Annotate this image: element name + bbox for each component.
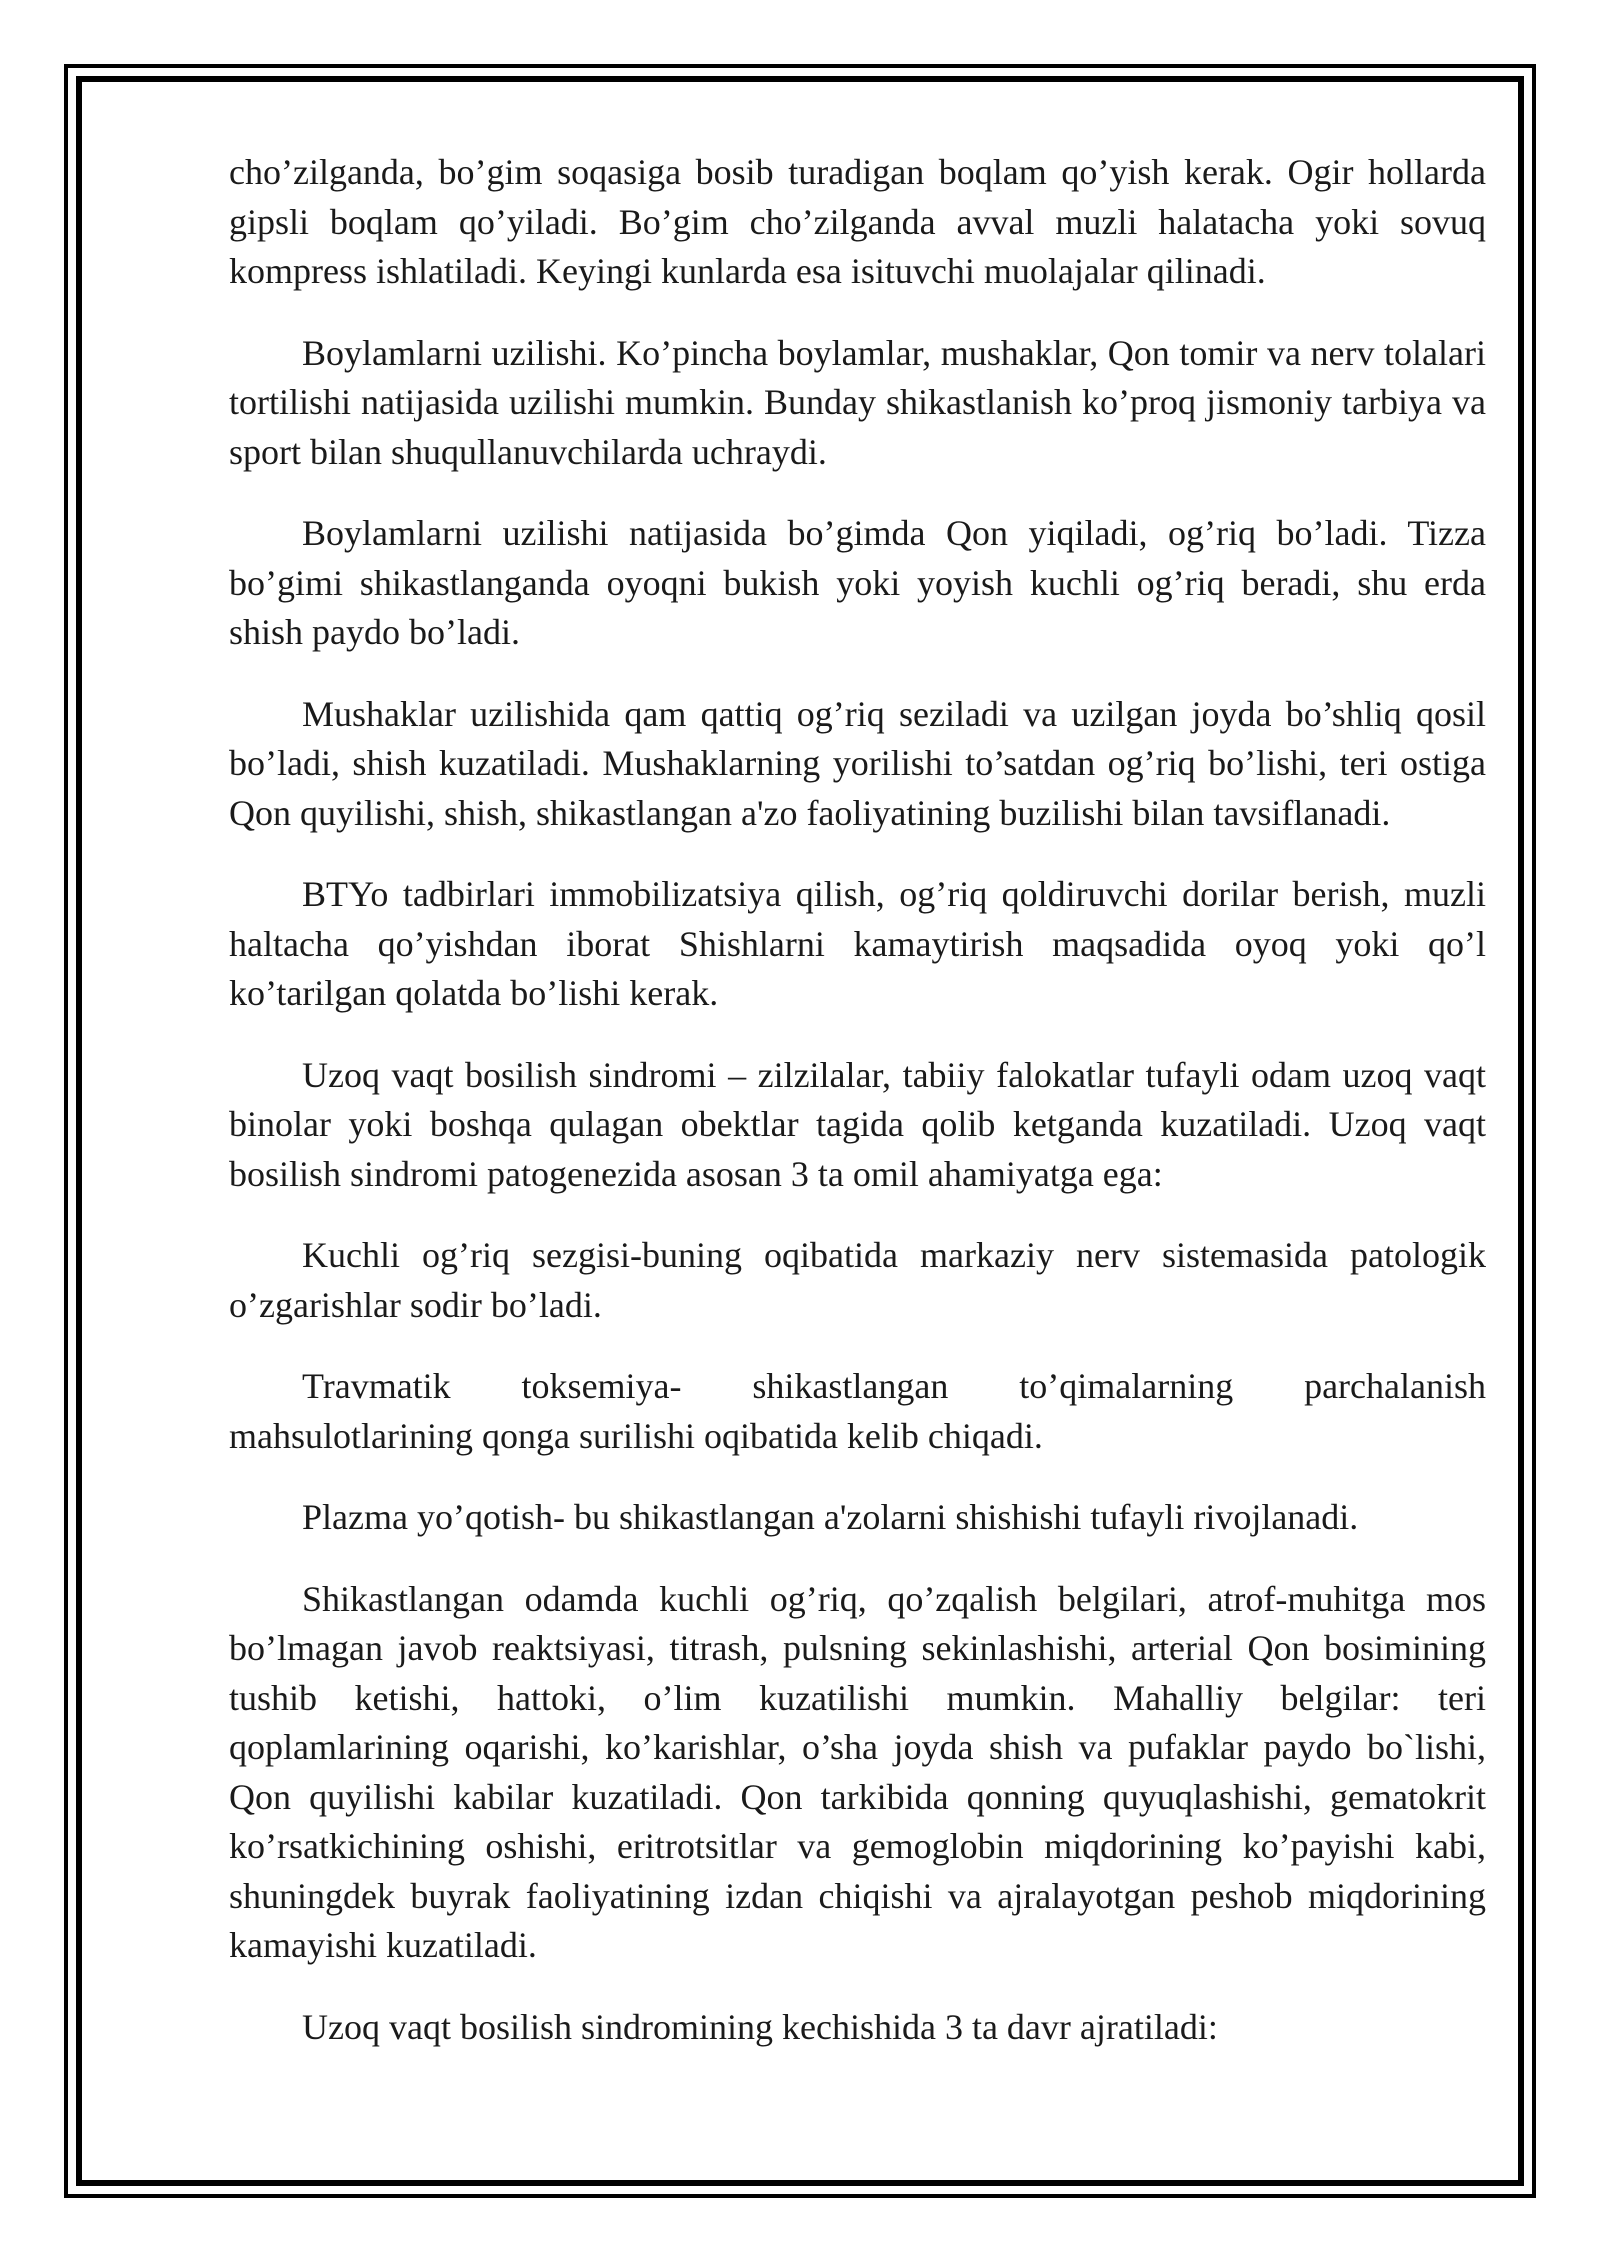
paragraph: Plazma yo’qotish- bu shikastlangan a'zolarni shishishi tufayli rivojlanadi. <box>302 1497 1359 1537</box>
paragraph: Uzoq vaqt bosilish sindromi – zilzilalar, tabiiy falokatlar tufayli odam uzoq vaqt binolar yoki boshqa qulagan obektlar tagida qolib ketganda kuzatiladi. Uzoq vaqt bosilish sindromi patogenezida asosan 3 ta omil ahamiyatga ega: <box>229 1054 1486 1194</box>
paragraph: Kuchli og’riq sezgisi-buning oqibatida markaziy nerv sistemasida patologik o’zgarishlar sodir bo’ladi. <box>229 1235 1486 1325</box>
document-body <box>229 148 1486 2084</box>
paragraph: Shikastlangan odamda kuchli og’riq, qo’zqalish belgilari, atrof-muhitga mos bo’lmagan javob reaktsiyasi, titrash, pulsning sekinlashishi, arterial Qon bosimining tushib ketishi, hattoki, o’lim kuzatilishi mumkin. Mahalliy belgilar: teri qoplamlarining oqarishi, ko’karishlar, o’sha joyda shish va pufaklar paydo bo`lishi, Qon quyilishi kabilar kuzatiladi. Qon tarkibida qonning quyuqlashishi, gematokrit ko’rsatkichining oshishi, eritrotsitlar va gemoglobin miqdorining ko’payishi kabi, shuningdek buyrak faoliyatining izdan chiqishi va ajralayotgan peshob miqdorining kamayishi kuzatiladi. <box>229 1578 1486 1965</box>
paragraph: Travmatik toksemiya- shikastlangan to’qimalarning parchalanish mahsulotlarining qonga surilishi oqibatida kelib chiqadi. <box>229 1366 1486 1456</box>
paragraph: Boylamlarni uzilishi natijasida bo’gimda Qon yiqiladi, og’riq bo’ladi. Tizza bo’gimi shikastlanganda oyoqni bukish yoki yoyish kuchli og’riq beradi, shu erda shish paydo bo’ladi. <box>229 513 1486 652</box>
paragraph: BTYo tadbirlari immobilizatsiya qilish, og’riq qoldiruvchi dorilar berish, muzli haltacha qo’yishdan iborat Shishlarni kamaytirish maqsadida oyoq yoki qo’l ko’tarilgan qolatda bo’lishi kerak. <box>229 874 1486 1013</box>
paragraph: Boylamlarni uzilishi. Ko’pincha boylamlar, mushaklar, Qon tomir va nerv tolalari tortilishi natijasida uzilishi mumkin. Bunday shikastlanish ko’proq jismoniy tarbiya va sport bilan shuqullanuvchilarda uchraydi. <box>229 332 1486 472</box>
paragraph: Mushaklar uzilishida qam qattiq og’riq seziladi va uzilgan joyda bo’shliq qosil bo’ladi, shish kuzatiladi. Mushaklarning yorilishi to’satdan og’riq bo’lishi, teri ostiga Qon quyilishi, shish, shikastlangan a'zo faoliyatining buzilishi bilan tavsiflanadi. <box>229 693 1486 833</box>
paragraph: cho’zilganda, bo’gim soqasiga bosib turadigan boqlam qo’yish kerak. Ogir hollarda gipsli boqlam qo’yiladi. Bo’gim cho’zilganda avval muzli halatacha yoki sovuq kompress ishlatiladi. Keyingi kunlarda esa isituvchi muolajalar qilinadi. <box>229 152 1486 291</box>
paragraph: Uzoq vaqt bosilish sindromining kechishida 3 ta davr ajratiladi: <box>302 2006 1218 2047</box>
